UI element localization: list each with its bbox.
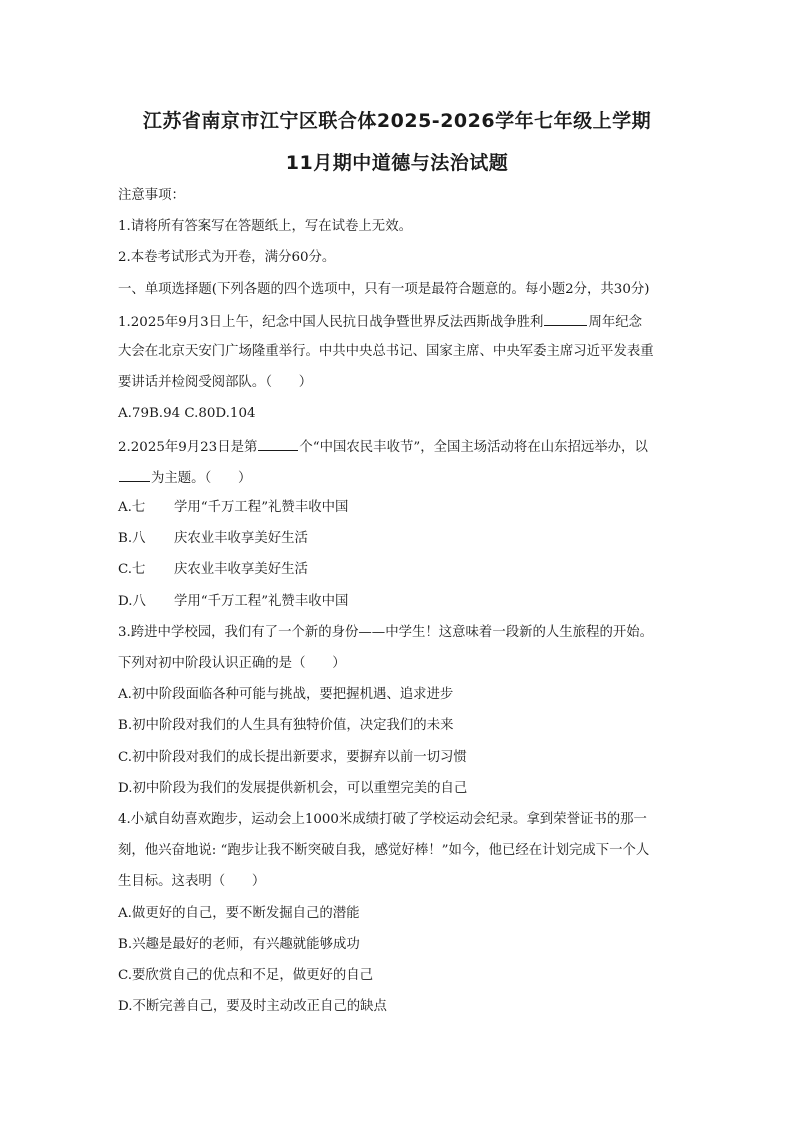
q1-options: A.79B.94 C.80D.104 [118, 406, 256, 421]
answer-blank [258, 437, 298, 451]
option-letter: A.七 [118, 500, 146, 515]
q3-option-c: C.初中阶段对我们的成长提出新要求，要摒弃以前一切习惯 [118, 750, 467, 765]
q2-stem-line-2 [118, 468, 251, 488]
q2-stem-text-a: 2.2025年9月23日是第 [118, 440, 258, 455]
q2-option-b [118, 530, 308, 548]
answer-blank [119, 468, 150, 482]
option-text: 学用“千万工程”礼赞丰收中国 [174, 500, 349, 515]
q4-option-c: C.要欣赏自己的优点和不足，做更好的自己 [118, 968, 374, 983]
q2-stem-line-1 [118, 437, 648, 457]
option-text: 学用“千万工程”礼赞丰收中国 [174, 594, 349, 609]
option-text: 庆农业丰收享美好生活 [174, 531, 308, 546]
notes-item-1: 1.请将所有答案写在答题纸上，写在试卷上无效。 [118, 219, 412, 234]
notes-item-2: 2.本卷考试形式为开卷，满分60分。 [118, 250, 336, 265]
q3-stem-line-2: 下列对初中阶段认识正确的是（ ） [118, 656, 346, 671]
exam-title-line1: 江苏省南京市江宁区联合体2025-2026学年七年级上学期 [142, 110, 652, 132]
exam-title-line2: 11月期中道德与法治试题 [285, 152, 509, 174]
q4-option-d: D.不断完善自己，要及时主动改正自己的缺点 [118, 999, 387, 1014]
option-text: 庆农业丰收享美好生活 [174, 562, 308, 577]
q2-option-c [118, 561, 308, 579]
q4-stem-line-2: 刻，他兴奋地说: “跑步让我不断突破自我，感觉好棒！”如今，他已经在计划完成下一个人 [118, 843, 650, 858]
option-letter: D.八 [118, 594, 146, 609]
q2-stem-text-c: 为主题。（ ） [151, 471, 252, 486]
q1-stem-line-3: 要讲话并检阅受阅部队。（ ） [118, 375, 313, 390]
option-letter: C.七 [118, 562, 146, 577]
option-letter: B.八 [118, 531, 146, 546]
q1-stem-line-1 [118, 312, 642, 332]
q2-stem-text-b: 个“中国农民丰收节”，全国主场活动将在山东招远举办，以 [299, 440, 648, 455]
q3-option-a: A.初中阶段面临各种可能与挑战，要把握机遇、追求进步 [118, 687, 454, 702]
answer-blank [544, 312, 587, 326]
q4-option-b: B.兴趣是最好的老师，有兴趣就能够成功 [118, 937, 360, 952]
q1-stem-text-b: 周年纪念 [588, 315, 643, 330]
q2-option-a [118, 499, 348, 517]
q4-stem-line-3: 生目标。这表明（ ） [118, 874, 266, 889]
q3-stem-line-1: 3.跨进中学校园，我们有了一个新的身份——中学生！这意味着一段新的人生旅程的开始。 [118, 625, 654, 640]
section-1-heading: 一、单项选择题(下列各题的四个选项中，只有一项是最符合题意的。每小题2分，共30分) [118, 282, 650, 297]
q1-stem-text-a: 1.2025年9月3日上午，纪念中国人民抗日战争暨世界反法西斯战争胜利 [118, 315, 544, 330]
q3-option-b: B.初中阶段对我们的人生具有独特价值，决定我们的未来 [118, 718, 454, 733]
q2-option-d [118, 593, 348, 611]
q1-stem-line-2: 大会在北京天安门广场隆重举行。中共中央总书记、国家主席、中央军委主席习近平发表重 [118, 344, 654, 359]
q4-option-a: A.做更好的自己，要不断发掘自己的潜能 [118, 906, 360, 921]
notes-heading: 注意事项： [118, 188, 185, 203]
q3-option-d: D.初中阶段为我们的发展提供新机会，可以重塑完美的自己 [118, 781, 468, 796]
q4-stem-line-1: 4.小斌自幼喜欢跑步，运动会上1000米成绩打破了学校运动会纪录。拿到荣誉证书的那一 [118, 812, 647, 827]
